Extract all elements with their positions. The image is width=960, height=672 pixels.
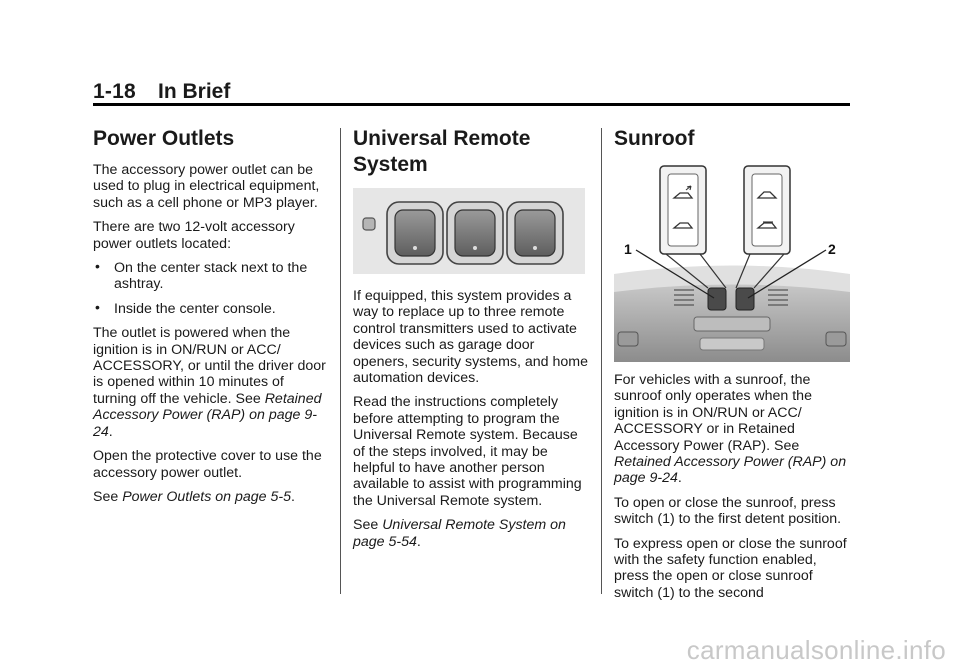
list-item: • Inside the center console. <box>95 298 276 317</box>
remote-buttons-svg <box>353 188 585 274</box>
header-rule <box>93 103 850 106</box>
cross-reference-link[interactable]: Retained Accessory Power (RAP) on page 9-24 <box>93 390 322 440</box>
section-title: In Brief <box>158 80 231 103</box>
paragraph: If equipped, this system provides a way to replace up to three remote control transmitters used to activate devices such as garage door openers, security systems, and home automation devices. <box>353 288 588 387</box>
cross-reference-link[interactable]: Universal Remote System on page 5-54 <box>353 517 566 550</box>
zoomed-switch-1-icon <box>660 166 706 254</box>
paragraph: The outlet is powered when the ignition is in ON/RUN or ACC/ ACCESSORY, or until the driver door is opened within 10 minutes of turning off the vehicle. See Retained Accessory Power (RAP) on page 9-24. <box>93 325 326 440</box>
zoomed-switch-2-icon <box>744 166 790 254</box>
callout-1: 1 <box>624 241 632 257</box>
paragraph: There are two 12-volt accessory power outlets located: <box>93 219 295 252</box>
paragraph: See Power Outlets on page 5-5. <box>93 488 295 505</box>
column-divider-2 <box>601 128 602 594</box>
paragraph: See Universal Remote System on page 5-54. <box>353 517 566 550</box>
column-divider-1 <box>340 128 341 594</box>
bullet-icon: • <box>95 258 100 275</box>
indicator-light-icon <box>363 218 375 230</box>
sunroof-switch-1-icon <box>708 288 726 310</box>
watermark: carmanualsonline.info <box>686 635 946 665</box>
remote-button-2-icon <box>447 202 503 264</box>
paragraph: To express open or close the sunroof with the safety function enabled, press the open or close sunroof switch (1) to the second <box>614 535 847 601</box>
power-outlets-column <box>93 126 330 513</box>
list-item: • On the center stack next to the ashtray. <box>95 258 308 293</box>
paragraph: To open or close the sunroof, press switch (1) to the first detent position. <box>614 494 842 528</box>
universal-remote-heading: Universal Remote System <box>353 127 531 176</box>
remote-button-3-icon <box>507 202 563 264</box>
sunroof-column <box>614 126 850 609</box>
cross-reference-link[interactable]: Retained Accessory Power (RAP) on page 9-24 <box>614 454 847 487</box>
bullet-icon: • <box>95 298 100 315</box>
remote-button-1-icon <box>387 202 443 264</box>
sunroof-overhead-console-illustration <box>614 162 850 362</box>
page-number: 1-18 <box>93 80 136 103</box>
power-outlets-heading: Power Outlets <box>93 127 235 150</box>
universal-remote-column <box>353 126 591 558</box>
paragraph: For vehicles with a sunroof, the sunroof only operates when the ignition is in ON/RUN or ACC/ ACCESSORY or in Retained Accessory Power (RAP). See Retained Accessory Power (RAP) on page 9-24. <box>614 372 847 487</box>
universal-remote-buttons-illustration <box>353 188 585 274</box>
paragraph: Read the instructions completely before attempting to program the Universal Remote system. Because of the steps involved, it may be helpful to have another person available to assist with programming the Universal Remote system. <box>353 394 582 509</box>
cross-reference-link[interactable]: Power Outlets on page 5-5 <box>122 488 291 505</box>
sunroof-switch-2-icon <box>736 288 754 310</box>
paragraph: The accessory power outlet can be used to plug in electrical equipment, such as a cell phone or MP3 player. <box>93 162 320 211</box>
sunroof-heading: Sunroof <box>614 127 695 150</box>
sunroof-console-svg <box>614 162 850 362</box>
outlet-location-list <box>93 260 330 317</box>
paragraph: Open the protective cover to use the accessory power outlet. <box>93 448 322 481</box>
callout-2: 2 <box>828 241 836 257</box>
